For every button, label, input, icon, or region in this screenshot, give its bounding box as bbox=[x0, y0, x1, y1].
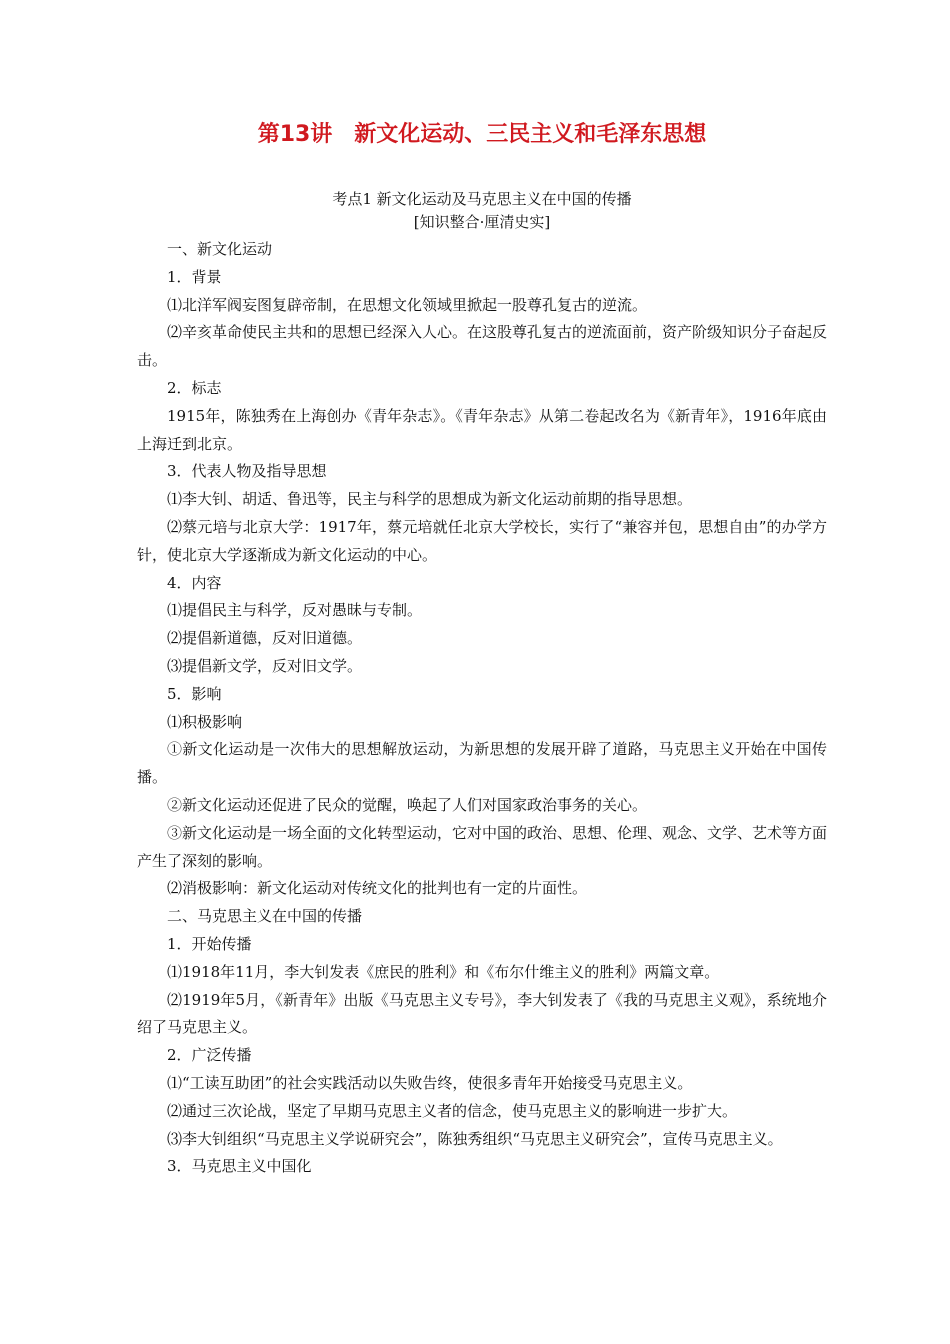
section-heading: 考点1 新文化运动及马克思主义在中国的传播 bbox=[332, 190, 632, 208]
paragraph: ⑶李大钊组织“马克思主义学说研究会”，陈独秀组织“马克思主义研究会”，宣传马克思主义。 bbox=[167, 1129, 783, 1148]
paragraph: ⑴“工读互助团”的社会实践活动以失败告终，使很多青年开始接受马克思主义。 bbox=[167, 1073, 693, 1092]
paragraph: 2．广泛传播 bbox=[167, 1046, 252, 1065]
paragraph: 一、新文化运动 bbox=[167, 240, 273, 258]
paragraph: ⑴李大钊、胡适、鲁迅等，民主与科学的思想成为新文化运动前期的指导思想。 bbox=[167, 490, 693, 509]
paragraph: 4．内容 bbox=[167, 573, 222, 592]
paragraph: 3．马克思主义中国化 bbox=[167, 1157, 312, 1176]
paragraph: ⑴1918年11月，李大钊发表《庶民的胜利》和《布尔什维主义的胜利》两篇文章。 bbox=[167, 962, 720, 981]
paragraph: 二、马克思主义在中国的传播 bbox=[167, 907, 363, 926]
paragraph: 5．影响 bbox=[167, 684, 222, 703]
paragraph: ⑶提倡新文学，反对旧文学。 bbox=[167, 656, 363, 675]
document-body bbox=[137, 236, 827, 1181]
paragraph: ①新文化运动是一次伟大的思想解放运动，为新思想的发展开辟了道路，马克思主义开始在中国传播。 bbox=[137, 740, 827, 787]
paragraph: ③新文化运动是一场全面的文化转型运动，它对中国的政治、思想、伦理、观念、文学、艺术等方面产生了深刻的影响。 bbox=[137, 823, 828, 870]
document-page bbox=[137, 118, 827, 1181]
paragraph: ⑴积极影响 bbox=[167, 712, 243, 731]
paragraph: ⑵提倡新道德，反对旧道德。 bbox=[167, 629, 363, 648]
paragraph: ⑵辛亥革命使民主共和的思想已经深入人心。在这股尊孔复古的逆流面前，资产阶级知识分子奋起反击。 bbox=[137, 323, 828, 370]
paragraph: 1915年，陈独秀在上海创办《青年杂志》。《青年杂志》从第二卷起改名为《新青年》，1916年底由上海迁到北京。 bbox=[137, 406, 827, 453]
paragraph: ⑵蔡元培与北京大学：1917年，蔡元培就任北京大学校长，实行了“兼容并包，思想自由”的办学方针，使北京大学逐渐成为新文化运动的中心。 bbox=[137, 517, 827, 564]
paragraph: ⑵通过三次论战，坚定了早期马克思主义者的信念，使马克思主义的影响进一步扩大。 bbox=[167, 1101, 738, 1120]
section-tag: [知识整合·厘清史实] bbox=[413, 213, 551, 231]
paragraph: ⑴提倡民主与科学，反对愚昧与专制。 bbox=[167, 601, 423, 620]
paragraph: 1．开始传播 bbox=[167, 934, 252, 953]
paragraph: ②新文化运动还促进了民众的觉醒，唤起了人们对国家政治事务的关心。 bbox=[167, 795, 648, 814]
paragraph: ⑵消极影响：新文化运动对传统文化的批判也有一定的片面性。 bbox=[167, 879, 588, 898]
paragraph: 3．代表人物及指导思想 bbox=[167, 462, 327, 481]
paragraph: 1．背景 bbox=[167, 267, 222, 286]
paragraph: ⑵1919年5月，《新青年》出版《马克思主义专号》，李大钊发表了《我的马克思主义观》，系统地介绍了马克思主义。 bbox=[137, 990, 827, 1037]
paragraph: 2．标志 bbox=[167, 378, 222, 397]
lecture-title: 第13讲 新文化运动、三民主义和毛泽东思想 bbox=[257, 122, 707, 147]
paragraph: ⑴北洋军阀妄图复辟帝制，在思想文化领域里掀起一股尊孔复古的逆流。 bbox=[167, 295, 648, 314]
